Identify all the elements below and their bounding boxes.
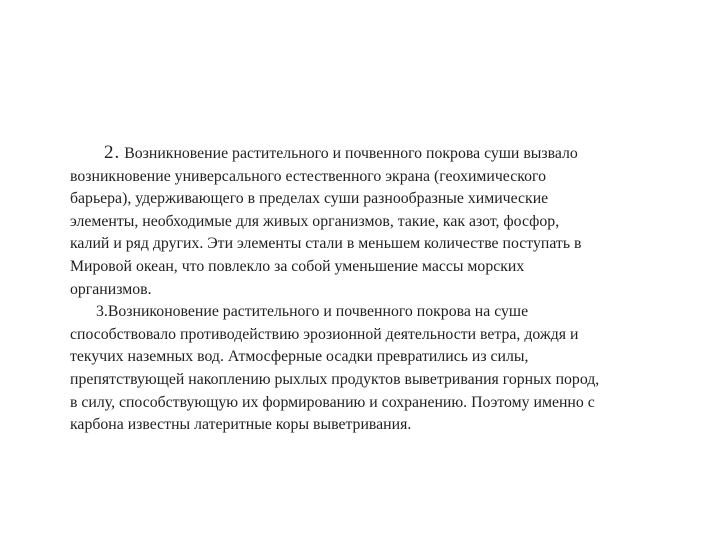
paragraph-3 xyxy=(70,301,718,437)
paragraph-line: текучих наземных вод. Атмосферные осадки превратились из силы, xyxy=(70,348,529,366)
paragraph-line: калий и ряд других. Эти элементы стали в меньшем количестве поступать в xyxy=(70,235,582,253)
paragraph-number: 2. xyxy=(104,142,121,163)
paragraph-line: Мировой океан, что повлекло за собой уменьшение массы морских xyxy=(70,257,525,275)
paragraph-line: 3.Возниконовение растительного и почвенного покрова на суше xyxy=(96,303,529,321)
paragraph-line-text: Возникновение растительного и почвенного покрова суши вызвало xyxy=(120,145,578,162)
paragraph-2 xyxy=(70,142,718,301)
paragraph-line: препятствующей накоплению рыхлых продуктов выветривания горных пород, xyxy=(70,370,600,388)
paragraph-line: в силу, способствующую их формированию и сохранению. Поэтому именно с xyxy=(70,393,595,411)
paragraph-line: элементы, необходимые для живых организмов, такие, как азот, фосфор, xyxy=(70,212,560,230)
document-text xyxy=(70,142,718,437)
paragraph-line: способствовало противодействию эрозионной деятельности ветра, дождя и xyxy=(70,325,579,343)
paragraph-line: организмов. xyxy=(70,280,152,298)
paragraph-line: возникновение универсального естественного экрана (геохимического xyxy=(70,167,546,185)
paragraph-line xyxy=(70,142,718,166)
paragraph-line: карбона известны латеритные коры выветривания. xyxy=(70,416,412,434)
paragraph-line: барьера), удерживающего в пределах суши разнообразные химические xyxy=(70,190,549,208)
